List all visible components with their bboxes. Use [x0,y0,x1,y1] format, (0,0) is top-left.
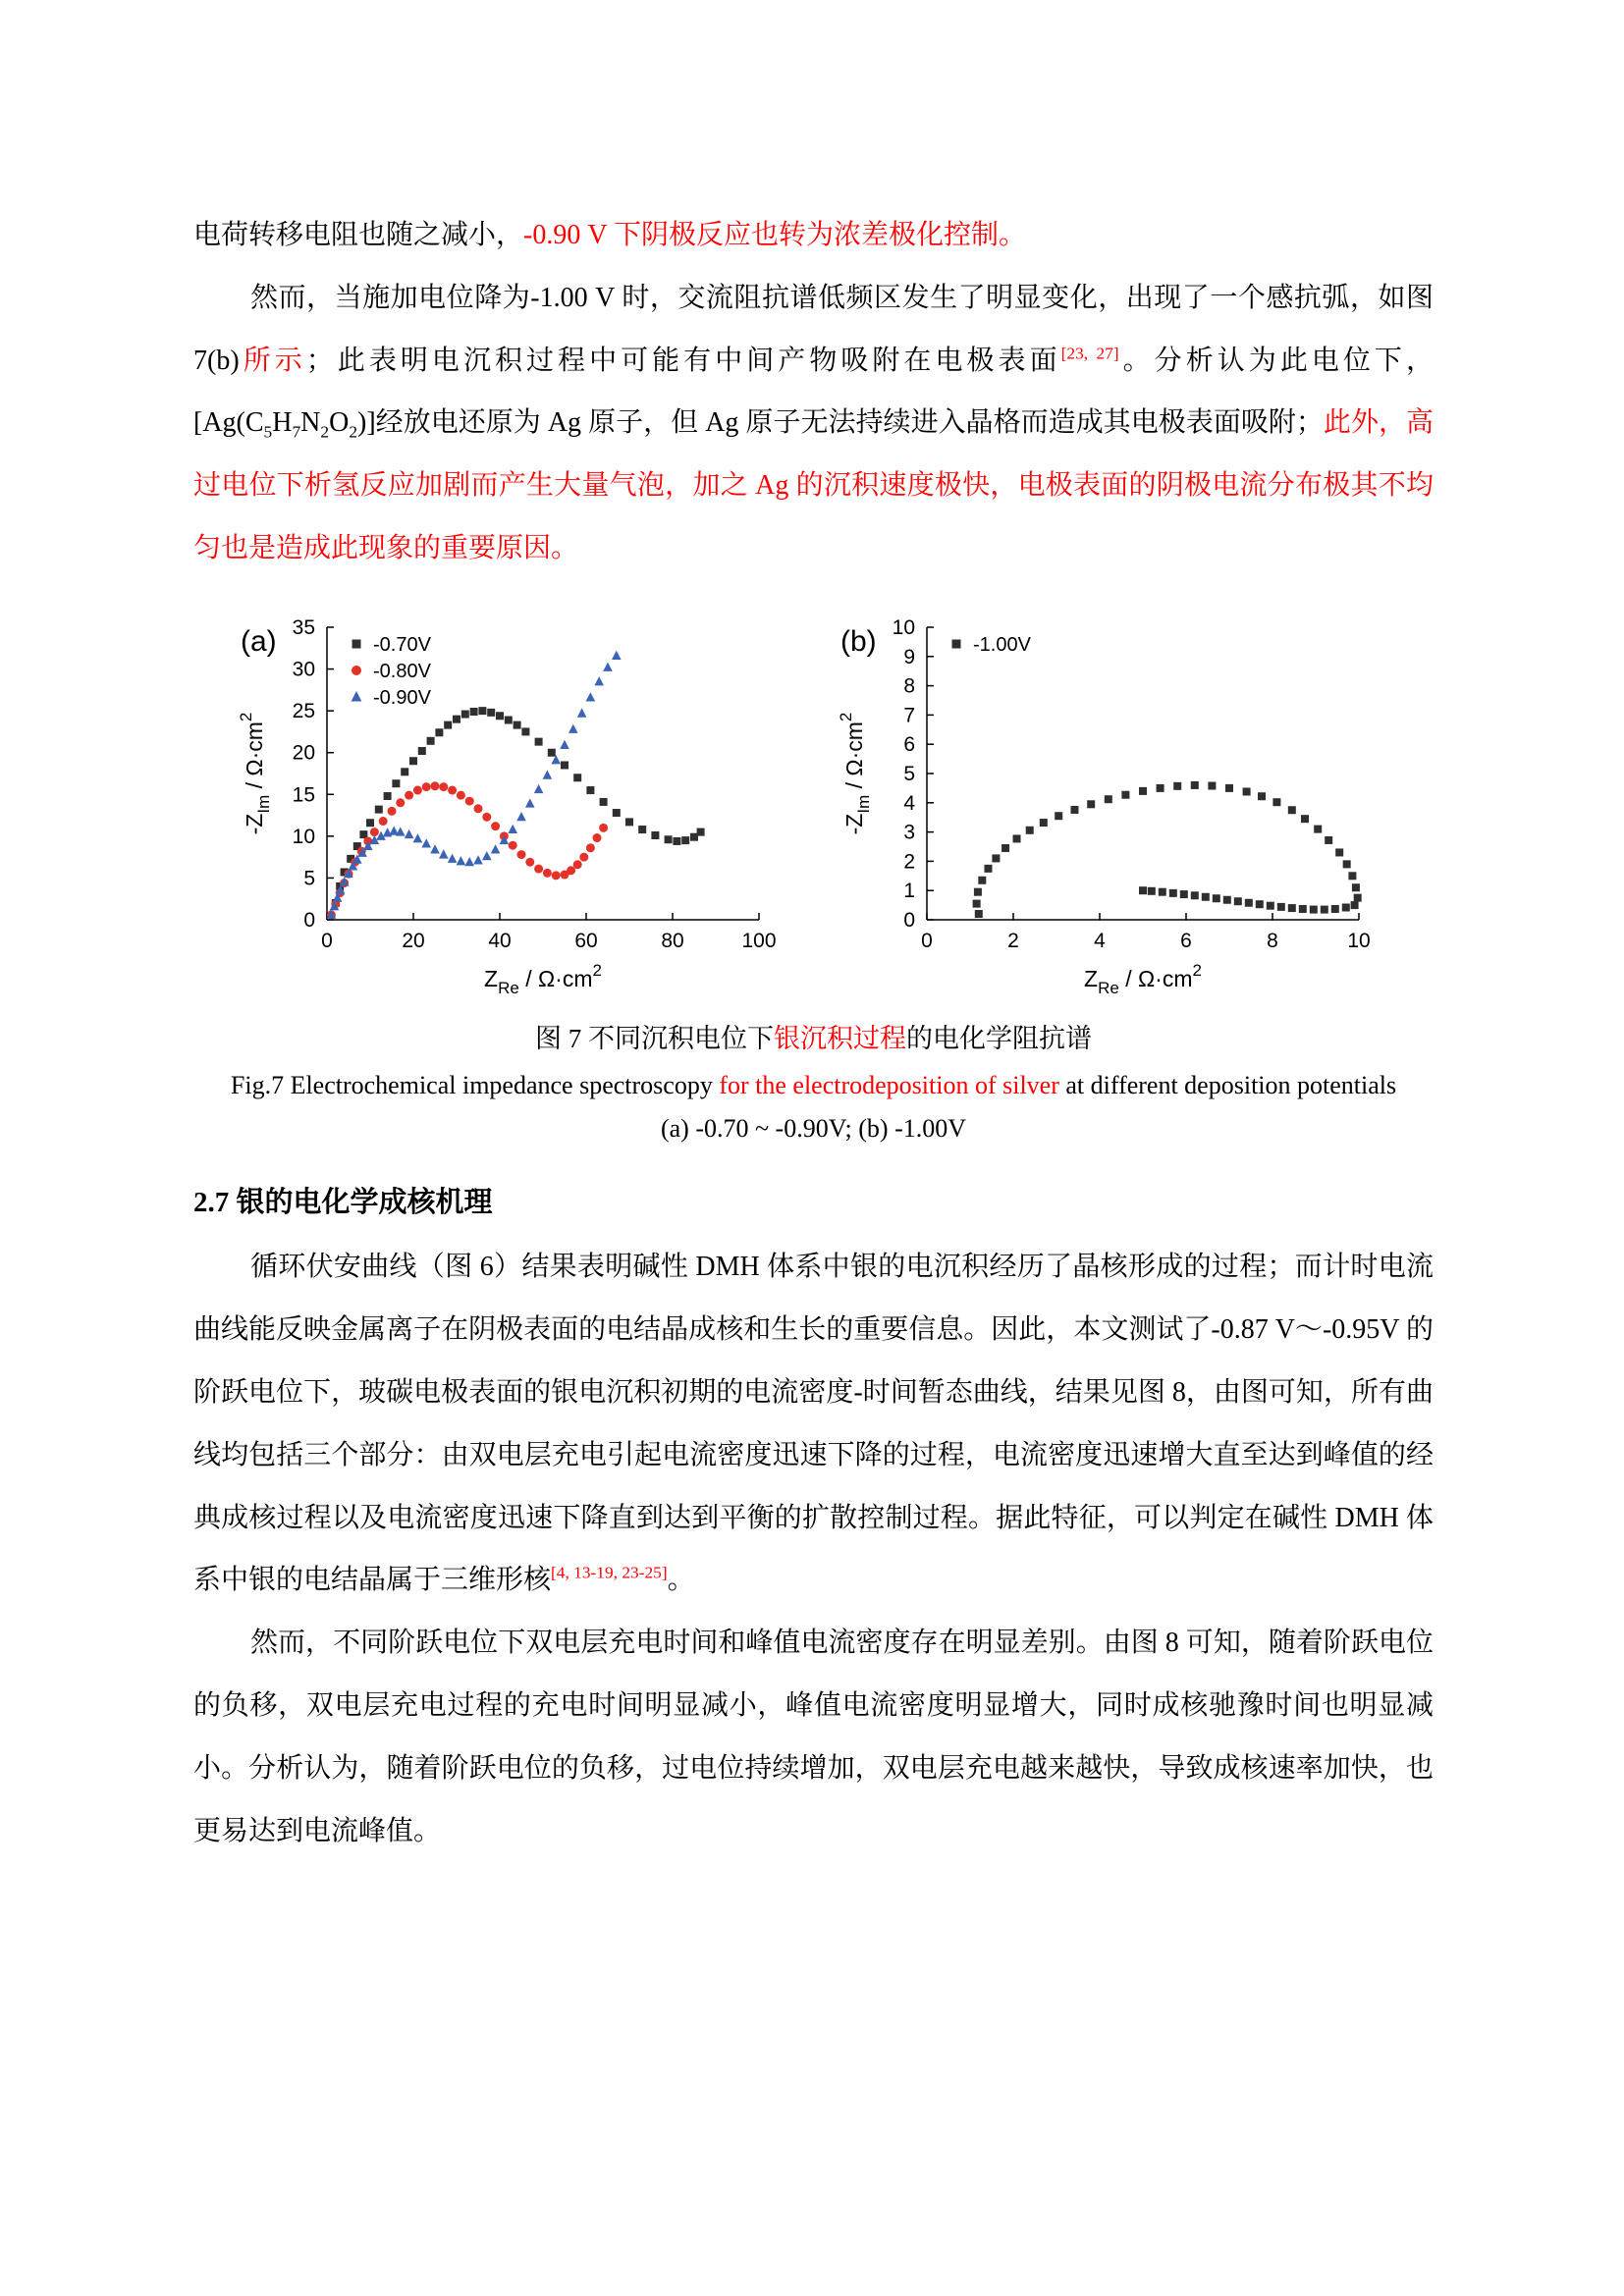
svg-text:20: 20 [292,741,315,765]
text-segment: 所示 [239,345,306,376]
text-segment: 2 [349,423,357,443]
text-segment: )]经放电还原为 Ag 原子，但 Ag 原子无法持续进入晶格而造成其电极表面吸附； [357,407,1324,439]
svg-text:10: 10 [292,825,315,848]
svg-text:6: 6 [902,733,915,757]
text-segment: for the electrodeposition of silver [719,1070,1059,1099]
chart-svg-b [837,610,1391,1002]
series--0.90V [326,651,621,919]
caption-chinese [193,1015,1434,1064]
nyquist-chart-b [837,610,1391,1007]
svg-text:0: 0 [320,929,333,952]
tick-labels [292,616,776,952]
y-axis-label: -ZIm / Ω·cm2 [836,712,873,835]
svg-text:1: 1 [902,880,915,903]
svg-text:2: 2 [1006,929,1019,952]
svg-text:4: 4 [902,791,915,815]
svg-text:20: 20 [401,929,425,952]
text-segment: ；此表明电沉积过程中可能有中间产物吸附在电极表面 [305,345,1061,376]
text-segment: 银沉积过程 [774,1023,906,1053]
svg-text:15: 15 [292,783,315,807]
chart-svg-a [237,610,791,1002]
text-segment: 。分析认为此电位下，[Ag(C [193,345,1434,439]
svg-text:40: 40 [487,929,512,952]
text-segment: 此外，高过电位下析氢反应加剧而产生大量气泡，加之 Ag 的沉积速度极快，电极表面的阴极电流分布极其不均匀也是造成此现象的重要原因。 [193,407,1434,564]
paragraph-3 [193,1236,1434,1612]
panel-label: (a) [240,624,277,658]
paragraph-1 [193,204,1434,267]
text-segment: O [329,407,350,439]
svg-text:10: 10 [892,615,915,639]
svg-text:60: 60 [573,929,598,952]
caption-panels [193,1107,1434,1150]
text-segment: 图 7 不同沉积电位下 [535,1023,774,1053]
svg-text:10: 10 [1346,929,1371,952]
series--0.80V [326,781,607,919]
nyquist-chart-a [237,610,791,1007]
text-segment: 。 [667,1565,695,1596]
text-segment: -0.90 V 下阴极反应也转为浓差极化控制。 [523,220,1027,250]
text-segment: 电荷转移电阻也随之减小， [193,220,524,250]
text-segment: at different deposition potentials [1058,1070,1397,1099]
svg-text:0: 0 [920,929,933,952]
text-segment: 然而，当施加电位降为-1.00 V 时，交流阻抗谱低频区发生了明显变化，出现了一个感抗弧，如图 7(b) [193,282,1434,376]
svg-text:25: 25 [292,700,315,723]
text-segment: H [272,407,293,439]
figure-7-caption [193,1015,1434,1150]
text-segment: 2 [320,423,330,443]
paragraph-2 [193,267,1434,580]
legend [951,634,1031,656]
svg-text:5: 5 [302,867,315,890]
tick-labels [892,616,1370,952]
figure-7 [193,610,1434,1007]
svg-text:0: 0 [902,908,915,932]
section-heading-2-7: 2.7 银的电化学成核机理 [193,1187,493,1219]
text-segment: 循环伏安曲线（图 6）结果表明碱性 DMH 体系中银的电沉积经历了晶核形成的过程；而计时电流曲线能反映金属离子在阴极表面的电结晶成核和生长的重要信息。因此，本文测试了-0.87 V～-0.95V 的阶跃电位下，玻碳电极表面的银电沉积初期的电流密度-时间暂态曲线，结果见图 8，由图可知，所有曲线均包括三个部分：由双电层充电引起电流密度迅速下降的过程，电流密度迅速增大直至达到峰值的经典成核过程以及电流密度迅速下降直到达到平衡的扩散控制过程。据此特征，可以判定在碱性 DMH 体系中银的电结晶属于三维形核 [193,1252,1434,1596]
svg-text:2: 2 [902,850,915,874]
text-segment: 7 [292,423,301,443]
panel-label: (b) [839,624,877,658]
svg-text:-0.90V: -0.90V [372,686,431,709]
svg-text:9: 9 [902,645,915,668]
svg-text:5: 5 [902,762,915,785]
svg-text:7: 7 [902,704,915,727]
text-segment: 5 [263,423,273,443]
svg-text:0: 0 [302,908,315,932]
axes [927,627,1359,920]
series--0.70V [331,707,704,907]
x-axis-label: ZRe / Ω·cm2 [1083,960,1202,997]
svg-text:4: 4 [1093,929,1106,952]
x-axis-label: ZRe / Ω·cm2 [483,960,602,997]
svg-text:80: 80 [660,929,684,952]
svg-text:-0.80V: -0.80V [372,660,431,682]
svg-text:8: 8 [902,674,915,698]
svg-text:35: 35 [292,615,315,639]
svg-text:3: 3 [902,821,915,844]
text-segment: N [300,407,321,439]
paragraph-4 [193,1612,1434,1862]
svg-text:100: 100 [740,929,777,952]
series--1.00V [972,781,1361,918]
text-segment: Fig.7 Electrochemical impedance spectroscopy [230,1070,720,1099]
page-content [193,204,1434,1863]
legend [351,634,431,709]
text-segment: [23, 27] [1060,344,1119,363]
text-segment: (a) -0.70 ~ -0.90V; (b) -1.00V [660,1114,967,1144]
text-segment: 然而，不同阶跃电位下双电层充电时间和峰值电流密度存在明显差别。由图 8 可知，随着阶跃电位的负移，双电层充电过程的充电时间明显减小，峰值电流密度明显增大，同时成核驰豫时间也明显减小。分析认为，随着阶跃电位的负移，过电位持续增加，双电层充电越来越快，导致成核速率加快，也更易达到电流峰值。 [193,1628,1434,1846]
text-segment: 的电化学阻抗谱 [906,1023,1092,1053]
text-segment: [4, 13-19, 23-25] [551,1564,668,1583]
svg-text:-0.70V: -0.70V [372,633,431,656]
svg-text:30: 30 [292,658,315,681]
y-axis-label: -ZIm / Ω·cm2 [236,712,273,835]
svg-text:6: 6 [1179,929,1192,952]
svg-text:-1.00V: -1.00V [972,633,1031,656]
svg-text:8: 8 [1266,929,1278,952]
caption-english [193,1064,1434,1107]
